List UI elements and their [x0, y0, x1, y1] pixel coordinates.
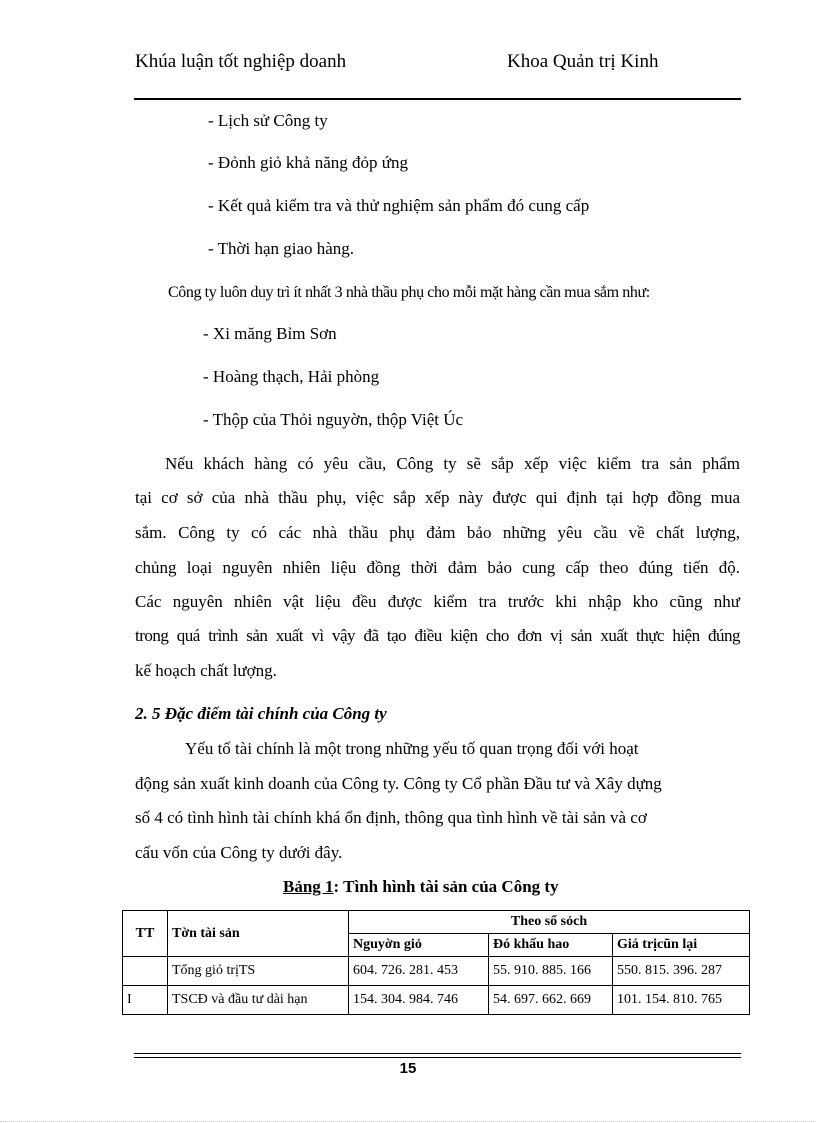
cell-original: 604. 726. 281. 453	[349, 957, 489, 986]
section-heading: 2. 5 Đặc điểm tài chính của Công ty	[135, 704, 387, 723]
paragraph-line: động sản xuất kinh doanh của Công ty. Công ty Cổ phần Đầu tư và Xây dựng	[135, 774, 662, 793]
paragraph-line: kế hoạch chất lượng.	[135, 661, 277, 680]
cell-remaining: 101. 154. 810. 765	[613, 986, 750, 1015]
paragraph-line: tại cơ sở của nhà thầu phụ, việc sắp xếp này được qui định tại hợp đồng mua	[135, 488, 740, 507]
material-item: - Thộp của Thỏi nguyờn, thộp Việt Úc	[203, 410, 464, 429]
paragraph-line: Nếu khách hàng có yêu cầu, Công ty sẽ sắp xếp việc kiểm tra sản phẩm	[165, 454, 740, 473]
table-caption	[283, 877, 559, 897]
footer-rule	[134, 1057, 741, 1058]
table-caption-label: Bảng 1	[283, 877, 334, 896]
cell-tt	[123, 957, 168, 986]
header-rule	[134, 98, 741, 100]
material-item: - Hoàng thạch, Hải phòng	[203, 367, 380, 386]
sub-header-original: Nguyờn giỏ	[349, 934, 489, 957]
col-header-tt: TT	[123, 911, 168, 957]
page-edge	[0, 1121, 816, 1122]
cell-depreciation: 54. 697. 662. 669	[489, 986, 613, 1015]
paragraph-line: Yếu tố tài chính là một trong những yếu tố quan trọng đối với hoạt	[185, 739, 639, 758]
table-row	[123, 986, 750, 1015]
footer-rule	[134, 1053, 741, 1054]
paragraph-line: sắm. Công ty có các nhà thầu phụ đảm bảo những yêu cầu về chất lượng,	[135, 523, 740, 542]
paragraph-line: số 4 có tình hình tài chính khá ổn định, thông qua tình hình về tài sản và cơ	[135, 808, 647, 827]
header-right-title: Khoa Quản trị Kinh	[507, 51, 659, 72]
cell-depreciation: 55. 910. 885. 166	[489, 957, 613, 986]
paragraph-line: chủng loại nguyên nhiên liệu đồng thời đảm bảo cung cấp theo đúng tiến độ.	[135, 558, 740, 577]
header-left-title: Khúa luận tốt nghiệp doanh	[135, 51, 347, 72]
page-number: 15	[399, 1060, 417, 1077]
subcontractor-intro: Công ty luôn duy trì ít nhất 3 nhà thầu phụ cho mỗi mặt hàng cần mua sắm như:	[168, 284, 650, 301]
col-header-name: Tờn tài sản	[168, 911, 349, 957]
table-caption-title: : Tình hình tài sản của Công ty	[333, 877, 559, 896]
paragraph-line: Các nguyên nhiên vật liệu đều được kiểm tra trước khi nhập kho cũng như	[135, 592, 740, 611]
criteria-item: - Kết quả kiểm tra và thử nghiệm sản phẩm đó cung cấp	[208, 196, 590, 215]
cell-name: TSCĐ và đầu tư dài hạn	[168, 986, 349, 1015]
assets-table	[122, 910, 750, 1015]
material-item: - Xi măng Bỉm Sơn	[203, 324, 337, 343]
paragraph-line: trong quá trình sản xuất vì vậy đã tạo điều kiện cho đơn vị sản xuất thực hiện đúng	[135, 626, 740, 645]
sub-header-depreciation: Đó khấu hao	[489, 934, 613, 957]
cell-tt: I	[123, 986, 168, 1015]
criteria-item: - Lịch sử Công ty	[208, 111, 328, 130]
cell-remaining: 550. 815. 396. 287	[613, 957, 750, 986]
criteria-item: - Đỏnh giỏ khả năng đỏp ứng	[208, 153, 408, 172]
col-group-header: Theo sổ sỏch	[349, 911, 750, 934]
sub-header-remaining: Giá trịcũn lại	[613, 934, 750, 957]
table-row	[123, 957, 750, 986]
criteria-item: - Thời hạn giao hàng.	[208, 239, 355, 258]
cell-name: Tổng giỏ trịTS	[168, 957, 349, 986]
cell-original: 154. 304. 984. 746	[349, 986, 489, 1015]
paragraph-line: cấu vốn của Công ty dưới đây.	[135, 843, 343, 862]
